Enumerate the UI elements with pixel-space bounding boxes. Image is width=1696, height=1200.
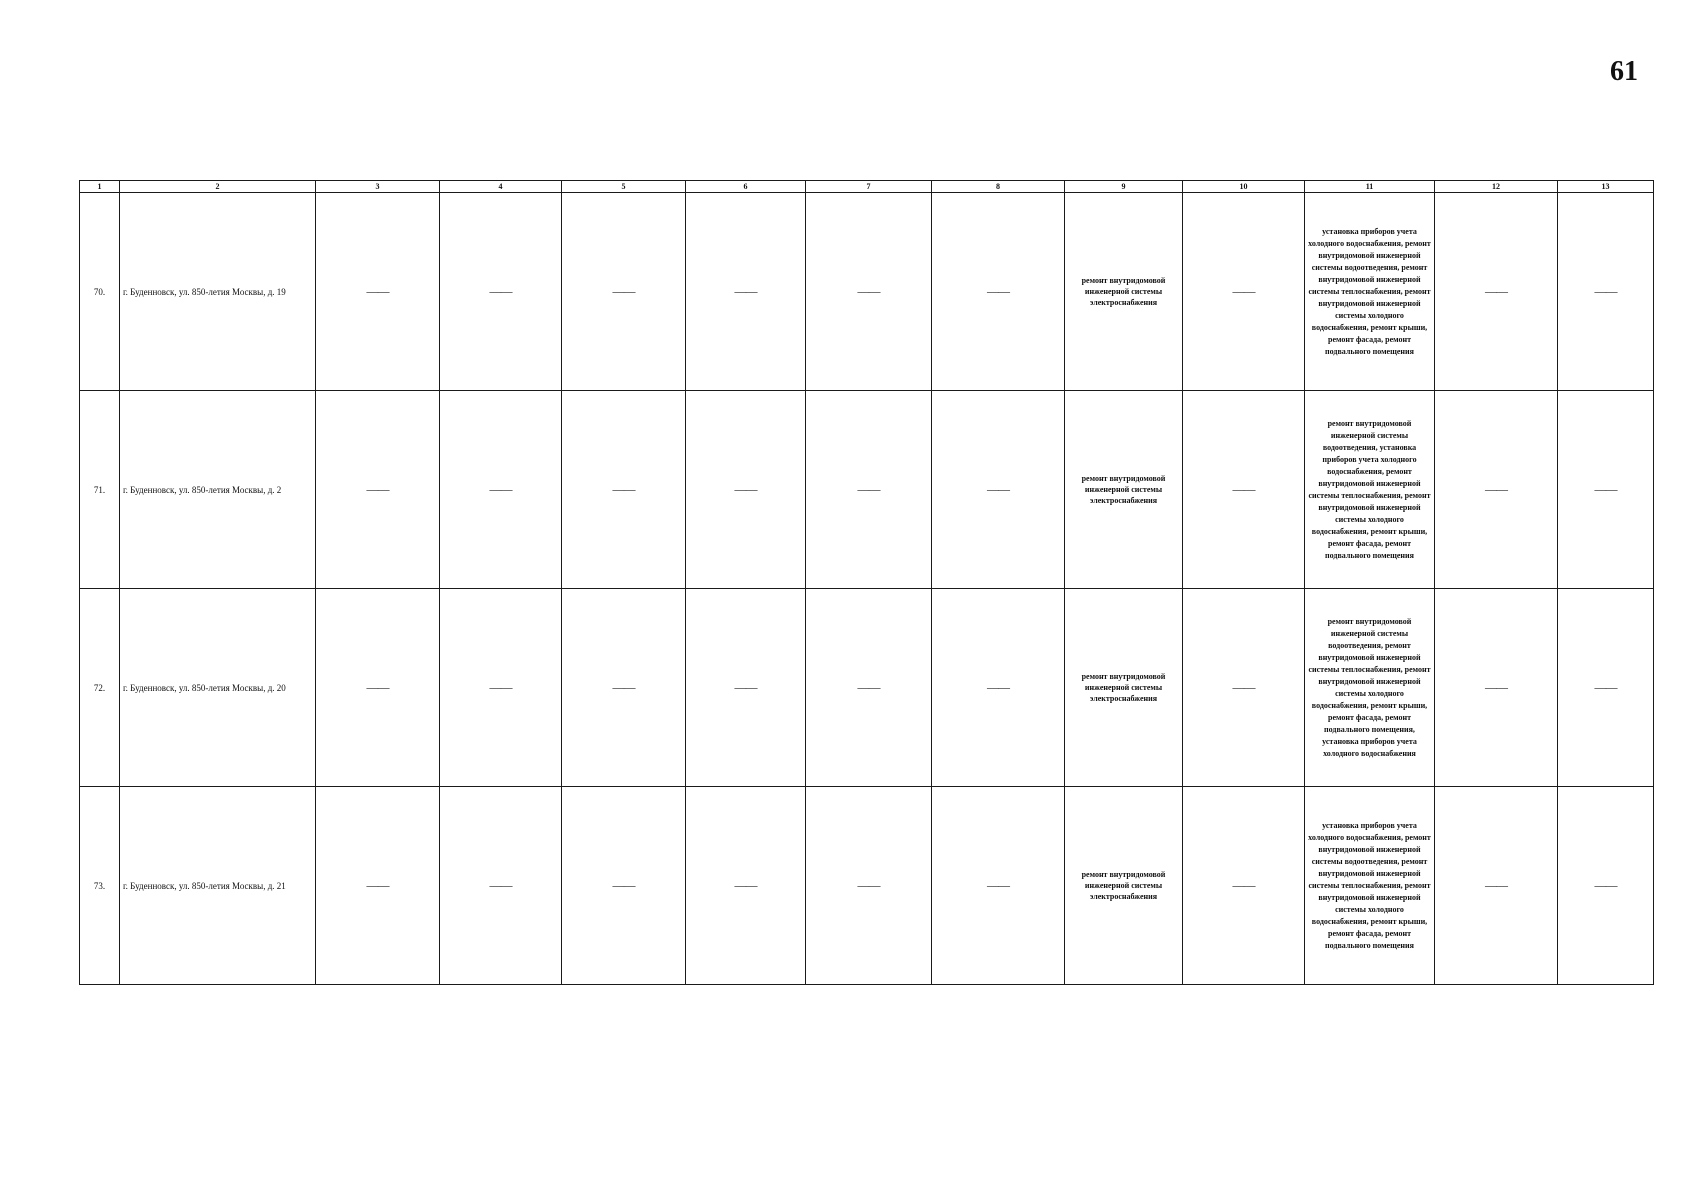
repair-works-cell: установка приборов учета холодного водоснабжения, ремонт внутридомовой инженерной системы водоотведения, ремонт внутридомовой инженерной системы теплоснабжения, ремонт внутридомовой инженерной системы холодного водоснабжения, ремонт крыши, ремонт фасада, ремонт подвального помещения	[1305, 193, 1435, 391]
table-row	[80, 589, 1654, 787]
table-row	[80, 391, 1654, 589]
repair-works-cell: установка приборов учета холодного водоснабжения, ремонт внутридомовой инженерной системы водоотведения, ремонт внутридомовой инженерной системы теплоснабжения, ремонт внутридомовой инженерной системы холодного водоснабжения, ремонт крыши, ремонт фасада, ремонт подвального помещения	[1305, 787, 1435, 985]
empty-dash-cell: ——	[932, 589, 1065, 787]
empty-dash-cell: ——	[1435, 589, 1558, 787]
electrical-work-cell: ремонт внутридомовой инженерной системы электроснабжения	[1065, 787, 1183, 985]
column-number: 11	[1305, 181, 1435, 193]
empty-dash-cell: ——	[440, 787, 562, 985]
empty-dash-cell: ——	[806, 193, 932, 391]
empty-dash-cell: ——	[1183, 193, 1305, 391]
column-number: 5	[562, 181, 686, 193]
works-table	[79, 180, 1654, 985]
empty-dash-cell: ——	[686, 787, 806, 985]
empty-dash-cell: ——	[1183, 589, 1305, 787]
column-number: 7	[806, 181, 932, 193]
empty-dash-cell: ——	[1558, 787, 1654, 985]
empty-dash-cell: ——	[1558, 391, 1654, 589]
empty-dash-cell: ——	[562, 589, 686, 787]
empty-dash-cell: ——	[806, 787, 932, 985]
empty-dash-cell: ——	[1183, 391, 1305, 589]
empty-dash-cell: ——	[1183, 787, 1305, 985]
empty-dash-cell: ——	[686, 193, 806, 391]
row-number: 70.	[80, 193, 120, 391]
address-cell: г. Буденновск, ул. 850-летия Москвы, д. 19	[120, 193, 316, 391]
empty-dash-cell: ——	[316, 589, 440, 787]
row-number: 71.	[80, 391, 120, 589]
column-number: 3	[316, 181, 440, 193]
column-number-row	[80, 181, 1654, 193]
empty-dash-cell: ——	[806, 391, 932, 589]
empty-dash-cell: ——	[440, 193, 562, 391]
empty-dash-cell: ——	[1435, 193, 1558, 391]
electrical-work-cell: ремонт внутридомовой инженерной системы электроснабжения	[1065, 193, 1183, 391]
empty-dash-cell: ——	[932, 787, 1065, 985]
address-cell: г. Буденновск, ул. 850-летия Москвы, д. 20	[120, 589, 316, 787]
empty-dash-cell: ——	[686, 391, 806, 589]
table-row	[80, 787, 1654, 985]
column-number: 10	[1183, 181, 1305, 193]
column-number: 12	[1435, 181, 1558, 193]
empty-dash-cell: ——	[562, 193, 686, 391]
column-number: 6	[686, 181, 806, 193]
empty-dash-cell: ——	[686, 589, 806, 787]
empty-dash-cell: ——	[440, 589, 562, 787]
page-number: 61	[1610, 56, 1638, 87]
table-row	[80, 193, 1654, 391]
empty-dash-cell: ——	[932, 193, 1065, 391]
empty-dash-cell: ——	[562, 391, 686, 589]
empty-dash-cell: ——	[1435, 787, 1558, 985]
column-number: 9	[1065, 181, 1183, 193]
empty-dash-cell: ——	[1435, 391, 1558, 589]
empty-dash-cell: ——	[562, 787, 686, 985]
empty-dash-cell: ——	[932, 391, 1065, 589]
repair-works-cell: ремонт внутридомовой инженерной системы водоотведения, установка приборов учета холодного водоснабжения, ремонт внутридомовой инженерной системы теплоснабжения, ремонт внутридомовой инженерной системы холодного водоснабжения, ремонт крыши, ремонт фасада, ремонт подвального помещения	[1305, 391, 1435, 589]
address-cell: г. Буденновск, ул. 850-летия Москвы, д. 2	[120, 391, 316, 589]
column-number: 13	[1558, 181, 1654, 193]
column-number: 1	[80, 181, 120, 193]
electrical-work-cell: ремонт внутридомовой инженерной системы электроснабжения	[1065, 589, 1183, 787]
address-cell: г. Буденновск, ул. 850-летия Москвы, д. 21	[120, 787, 316, 985]
empty-dash-cell: ——	[806, 589, 932, 787]
table-body	[80, 181, 1654, 985]
column-number: 4	[440, 181, 562, 193]
column-number: 8	[932, 181, 1065, 193]
repair-works-cell: ремонт внутридомовой инженерной системы водоотведения, ремонт внутридомовой инженерной системы теплоснабжения, ремонт внутридомовой инженерной системы холодного водоснабжения, ремонт крыши, ремонт фасада, ремонт подвального помещения, установка приборов учета холодного водоснабжения	[1305, 589, 1435, 787]
row-number: 72.	[80, 589, 120, 787]
column-number: 2	[120, 181, 316, 193]
empty-dash-cell: ——	[1558, 193, 1654, 391]
empty-dash-cell: ——	[1558, 589, 1654, 787]
empty-dash-cell: ——	[316, 391, 440, 589]
row-number: 73.	[80, 787, 120, 985]
empty-dash-cell: ——	[316, 193, 440, 391]
electrical-work-cell: ремонт внутридомовой инженерной системы электроснабжения	[1065, 391, 1183, 589]
empty-dash-cell: ——	[316, 787, 440, 985]
empty-dash-cell: ——	[440, 391, 562, 589]
